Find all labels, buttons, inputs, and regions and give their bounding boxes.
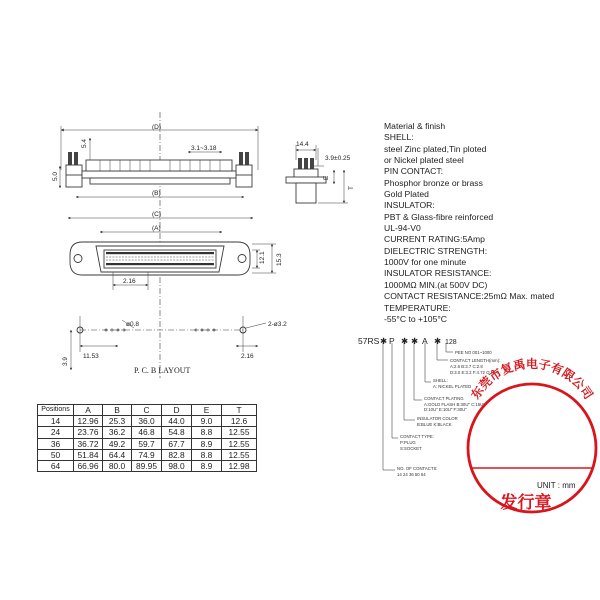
code-label-plating-2: D:10U" E:10U" F:30U" <box>424 407 467 412</box>
code-label-length-ac: A:2.6 B:3.7 C:2.8 <box>450 364 483 369</box>
table-cell: 67.7 <box>162 438 192 449</box>
part-code-slot-2: P <box>389 336 395 346</box>
table-cell: 25.3 <box>103 416 132 427</box>
table-cell: 46.8 <box>132 427 162 438</box>
table-cell: 12.55 <box>222 438 257 449</box>
part-code-slot-6: ✱ <box>434 336 442 346</box>
table-cell: 8.9 <box>192 438 222 449</box>
table-cell: 36.2 <box>103 427 132 438</box>
code-label-plating: CONTACT PLATING <box>424 396 464 401</box>
table-cell: 8.8 <box>192 427 222 438</box>
table-header-row <box>38 405 257 416</box>
spec-line: PIN CONTACT: <box>384 166 444 177</box>
table-header: A <box>74 405 103 416</box>
table-cell: 59.7 <box>132 438 162 449</box>
code-label-shell: SHELL: <box>433 378 448 383</box>
seal-company: 东莞市复禹电子有限公司 <box>468 357 596 402</box>
side-dim-e: E <box>323 175 330 180</box>
part-code-series: 57RS <box>358 336 380 346</box>
table-cell: 36 <box>38 438 74 449</box>
front-dim-b: (B) <box>152 190 161 197</box>
pcb-layout <box>71 316 266 370</box>
material-spec-list <box>384 121 594 325</box>
front-dim-row-outer: 15.3 <box>276 253 283 266</box>
pcb-dim-left: 11.53 <box>83 353 99 360</box>
table-cell: 12.98 <box>222 460 257 471</box>
table-cell: 36.72 <box>74 438 103 449</box>
spec-line: Material & finish <box>384 121 446 131</box>
spec-line: PBT & Glass-fibre reinforced <box>384 211 494 222</box>
front-dim-height: 5.4 <box>81 138 88 148</box>
pcb-title: P. C. B LAYOUT <box>134 366 191 375</box>
table-header: D <box>162 405 192 416</box>
code-label-plating-1: A:GOLD FLASH B:30U" C:15U" <box>424 402 485 407</box>
code-label-length-df: D:3.0 E:3.2 F:4.72 O:N/A <box>450 370 498 375</box>
part-code-suffix: 128 <box>445 339 457 346</box>
table-cell: 51.84 <box>74 449 103 460</box>
code-label-contacts: NO. OF CONTACTS: <box>397 466 438 471</box>
code-label-type-p: P:PLUG <box>400 440 416 445</box>
table-row <box>38 449 257 460</box>
table-cell: 89.95 <box>132 460 162 471</box>
spec-line: DIELECTRIC STRENGTH: <box>384 245 488 256</box>
code-label-type-s: S:SOCKET <box>400 446 422 451</box>
table-cell: 23.76 <box>74 427 103 438</box>
spec-line: UL-94-V0 <box>384 223 421 234</box>
company-seal <box>468 356 596 513</box>
code-label-shell-a: A: NICKEL PLATED <box>433 384 472 389</box>
code-label-insulator-c: B:BLUE K:BLACK <box>417 422 452 427</box>
front-dim-a: (A) <box>152 225 161 232</box>
spec-line: or Nickel plated steel <box>384 155 464 166</box>
table-header: B <box>103 405 132 416</box>
seal-title: 发行章 <box>500 493 552 513</box>
code-label-length: CONTACT LENGTH(mm): <box>450 358 501 363</box>
table-cell: 12.55 <box>222 449 257 460</box>
table-cell: 9.0 <box>192 416 222 427</box>
table-cell: 54.8 <box>162 427 192 438</box>
unit-label: UNIT : mm <box>537 481 576 490</box>
spec-line: -55°C to +105°C <box>384 313 448 324</box>
table-cell: 12.96 <box>74 416 103 427</box>
side-dim-width: 14.4 <box>296 141 309 148</box>
top-view <box>70 242 276 290</box>
table-cell: 64.4 <box>103 449 132 460</box>
table-cell: 80.0 <box>103 460 132 471</box>
pcb-hole: ø0.8 <box>126 321 140 328</box>
table-cell: 12.6 <box>222 416 257 427</box>
part-code-slot-1: ✱ <box>380 336 388 346</box>
table-header: C <box>132 405 162 416</box>
side-dim-post: 3.9±0.25 <box>325 155 351 162</box>
spec-line: 1000MΩ MIN.(at 500V DC) <box>384 279 488 290</box>
table-cell: 8.9 <box>192 460 222 471</box>
spec-line: INSULATOR: <box>384 200 435 211</box>
front-dim-d: (D) <box>152 124 162 131</box>
table-header: E <box>192 405 222 416</box>
part-code-slot-4: ✱ <box>411 336 419 346</box>
part-code-slot-5: A <box>422 336 428 346</box>
table-row <box>38 416 257 427</box>
spec-line: 1000V for one minute <box>384 257 467 268</box>
side-dim-t: T <box>348 186 355 190</box>
spec-line: SHELL: <box>384 132 414 143</box>
front-dim-c: (C) <box>152 211 162 218</box>
table-cell: 74.9 <box>132 449 162 460</box>
pcb-dim-height: 3.9 <box>62 356 69 366</box>
spec-line: TEMPERATURE: <box>384 302 451 313</box>
table-row <box>38 427 257 438</box>
code-label-insulator: INSULATOR COLOR <box>417 416 458 421</box>
table-cell: 49.2 <box>103 438 132 449</box>
table-cell: 8.8 <box>192 449 222 460</box>
part-code-slot-3: ✱ <box>401 336 409 346</box>
spec-line: steel Zinc plated,Tin ploted <box>384 143 487 154</box>
code-label-pee: PEE NO 001~1000 <box>455 350 492 355</box>
table-cell: 50 <box>38 449 74 460</box>
table-header: Positions <box>38 405 74 416</box>
front-dim-row-inner: 12.1 <box>259 251 266 264</box>
code-label-type: CONTACT TYPE: <box>400 434 434 439</box>
pcb-dim-pitch: 2.16 <box>241 353 254 360</box>
table-row <box>38 460 257 471</box>
table-cell: 66.96 <box>74 460 103 471</box>
spec-line: INSULATOR RESISTANCE: <box>384 268 492 279</box>
table-row <box>38 438 257 449</box>
pcb-mount: 2-ø3.2 <box>268 321 287 328</box>
spec-line: CURRENT RATING:5Amp <box>384 234 485 245</box>
table-cell: 12.55 <box>222 427 257 438</box>
front-dim-side: 5.0 <box>52 171 59 181</box>
side-view <box>286 145 348 203</box>
table-header: T <box>222 405 257 416</box>
table-cell: 14 <box>38 416 74 427</box>
table-cell: 24 <box>38 427 74 438</box>
table-cell: 98.0 <box>162 460 192 471</box>
code-label-contacts-n: 14 24 36 50 64 <box>397 472 426 477</box>
table-cell: 36.0 <box>132 416 162 427</box>
spec-line: Gold Plated <box>384 189 429 200</box>
spec-line: Phosphor bronze or brass <box>384 177 483 188</box>
table-cell: 82.8 <box>162 449 192 460</box>
spec-line: CONTACT RESISTANCE:25mΩ Max. mated <box>384 291 555 302</box>
table-cell: 44.0 <box>162 416 192 427</box>
table-cell: 64 <box>38 460 74 471</box>
front-dim-pins: 3.1~3.18 <box>191 145 217 152</box>
dimension-table <box>37 404 257 472</box>
front-dim-pitch: 2.16 <box>123 278 136 285</box>
